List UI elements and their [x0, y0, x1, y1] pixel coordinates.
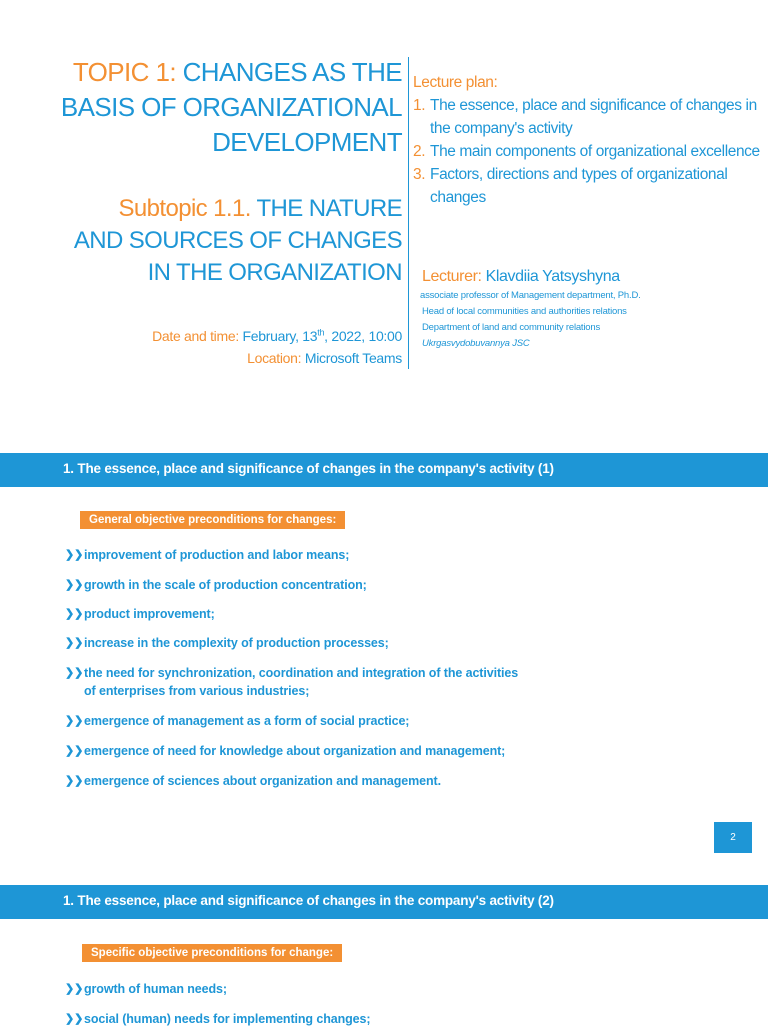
topic-line2: BASIS OF ORGANIZATIONAL	[60, 92, 402, 122]
list-item-text: emergence of need for knowledge about organization and management;	[84, 744, 506, 758]
topic-title	[61, 55, 402, 160]
list-item	[65, 546, 349, 564]
list-item	[65, 576, 367, 594]
list-item-text: growth in the scale of production concentration;	[84, 578, 367, 592]
lecturer-heading	[422, 266, 768, 288]
plan-title: Lecture plan:	[413, 74, 498, 91]
bullet-icon: ❯❯	[65, 608, 84, 620]
list-item	[65, 634, 389, 652]
bullet-icon: ❯❯	[65, 579, 84, 591]
bullet-icon: ❯❯	[65, 549, 84, 561]
plan-item-text: The main components of organizational excellence	[430, 143, 760, 160]
list-item	[65, 1010, 370, 1028]
date-value-sup: th	[317, 327, 325, 338]
subtopic-line2: AND SOURCES OF CHANGES	[73, 227, 402, 254]
plan-item-text: The essence, place and significance of changes in the company's activity	[430, 97, 757, 137]
plan-item-text: Factors, directions and types of organizational changes	[430, 166, 728, 206]
location-label: Location:	[247, 350, 302, 366]
lecturer-label: Lecturer:	[422, 268, 482, 285]
plan-item	[413, 163, 768, 209]
date-value-time: , 2022, 10:00	[324, 328, 402, 344]
lecturer-organization: Ukrgasvydobuvannya JSC	[422, 338, 530, 349]
slide2-badge: General objective preconditions for changes:	[80, 511, 345, 529]
subtopic-prefix: Subtopic 1.1.	[118, 195, 251, 222]
bullet-icon: ❯❯	[65, 745, 84, 757]
list-item-text: emergence of sciences about organization and management.	[84, 774, 441, 788]
list-item-text: emergence of management as a form of social practice;	[84, 714, 410, 728]
plan-item-number: 2.	[413, 143, 426, 160]
slide2-header: 1. The essence, place and significance of changes in the company's activity (1)	[63, 461, 554, 476]
list-item-text: the need for synchronization, coordination and integration of the activities	[84, 666, 519, 680]
date-value-main: February, 13	[242, 328, 318, 344]
topic-prefix: TOPIC 1:	[72, 57, 176, 87]
bullet-icon: ❯❯	[65, 1013, 84, 1025]
list-item	[65, 980, 227, 998]
list-item-text: improvement of production and labor means;	[84, 548, 350, 562]
plan-item-number: 1.	[413, 97, 426, 114]
title-slide	[0, 0, 768, 400]
lecturer-name: Klavdiia Yatsyshyna	[485, 268, 620, 285]
lecturer-role: Head of local communities and authorities relations	[422, 306, 627, 317]
slide2-header-bar	[0, 453, 768, 487]
subtopic-line3: IN THE ORGANIZATION	[147, 259, 402, 286]
topic-line3: DEVELOPMENT	[212, 127, 402, 157]
divider-line	[408, 57, 409, 369]
topic-line1: CHANGES AS THE	[182, 57, 402, 87]
location-value: Microsoft Teams	[304, 350, 402, 366]
list-item-continuation	[65, 682, 309, 700]
slide3-header-bar	[0, 885, 768, 919]
lecturer-position: associate professor of Management department, Ph.D.	[420, 290, 641, 301]
lecture-plan	[413, 71, 768, 209]
slide3-header: 1. The essence, place and significance of changes in the company's activity (2)	[63, 893, 554, 908]
slide3-badge: Specific objective preconditions for change:	[82, 944, 342, 962]
date-value	[243, 328, 402, 344]
bullet-icon: ❯❯	[65, 715, 84, 727]
list-item-text: social (human) needs for implementing changes;	[84, 1012, 371, 1026]
list-item-text: of enterprises from various industries;	[84, 684, 310, 698]
list-item	[65, 664, 518, 682]
plan-item	[413, 94, 768, 140]
plan-item	[413, 140, 768, 163]
lecturer-info	[422, 266, 768, 352]
date-location	[152, 325, 402, 369]
plan-item-number: 3.	[413, 166, 426, 183]
list-item-text: growth of human needs;	[84, 982, 227, 996]
bullet-icon: ❯❯	[65, 983, 84, 995]
subtopic-line1: THE NATURE	[256, 195, 402, 222]
list-item-text: product improvement;	[84, 607, 215, 621]
bullet-icon: ❯❯	[65, 667, 84, 679]
bullet-icon: ❯❯	[65, 775, 84, 787]
list-item	[65, 772, 441, 790]
bullet-icon: ❯❯	[65, 637, 84, 649]
list-item	[65, 605, 215, 623]
subtopic-title	[74, 193, 402, 289]
date-label: Date and time:	[152, 328, 239, 344]
lecturer-department: Department of land and community relations	[422, 322, 601, 333]
page-number: 2	[714, 822, 752, 853]
list-item-text: increase in the complexity of production processes;	[84, 636, 389, 650]
list-item	[65, 742, 505, 760]
list-item	[65, 712, 409, 730]
